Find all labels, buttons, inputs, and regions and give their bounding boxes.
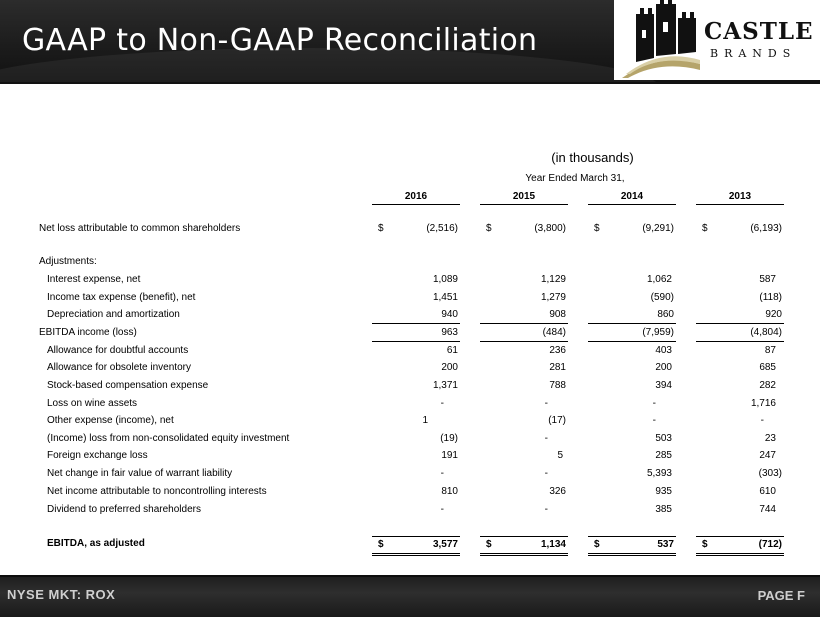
value-cell: $ 1,134 (480, 536, 568, 556)
year-header-2014: 2014 (588, 191, 676, 205)
value-cell: 744 (759, 504, 776, 515)
value-cell: (484) (480, 325, 568, 342)
value-cell: 940 (372, 307, 460, 324)
company-logo (614, 0, 820, 80)
value-cell: 860 (588, 307, 676, 324)
row-label: Allowance for obsolete inventory (47, 362, 191, 373)
table-row (0, 360, 820, 377)
value-cell: 5,393 (646, 468, 672, 479)
table-row (0, 502, 820, 519)
value-cell: 920 (696, 307, 784, 324)
row-label: Loss on wine assets (47, 398, 138, 409)
value-cell: 403 (655, 345, 672, 356)
value-cell: - (760, 415, 764, 426)
dollar-sign: $ (486, 539, 492, 550)
year-header-2013: 2013 (696, 191, 784, 205)
table-row (0, 378, 820, 395)
row-label: Stock-based compensation expense (47, 380, 209, 391)
value-cell: 285 (655, 450, 672, 461)
value-cell: 87 (764, 345, 776, 356)
value-cell: - (544, 468, 548, 479)
value-cell: $ (2,516) (378, 223, 458, 234)
dollar-sign: $ (594, 223, 600, 234)
value-cell: 1,451 (432, 292, 458, 303)
value-cell: - (440, 398, 444, 409)
dollar-sign: $ (594, 539, 600, 550)
value-cell: - (652, 415, 656, 426)
dollar-sign: $ (486, 223, 492, 234)
value-cell: 247 (759, 450, 776, 461)
value-cell: 23 (764, 433, 776, 444)
value-cell: 282 (759, 380, 776, 391)
dollar-sign: $ (378, 539, 384, 550)
value-cell: 394 (655, 380, 672, 391)
table-row-total (0, 536, 820, 554)
row-label: Dividend to preferred shareholders (47, 504, 201, 515)
logo-wordmark: CASTLE (704, 18, 814, 45)
table-row (0, 343, 820, 360)
table-row (0, 396, 820, 413)
table-row (0, 254, 820, 271)
header-divider (0, 82, 820, 84)
table-row (0, 484, 820, 501)
table-row (0, 290, 820, 307)
table-row (0, 307, 820, 324)
slide-footer (0, 575, 820, 617)
value-cell: (17) (548, 415, 566, 426)
row-label: EBITDA income (loss) (39, 327, 137, 338)
row-label: (Income) loss from non-consolidated equity investment (47, 433, 290, 444)
row-label: Net loss attributable to common shareholders (39, 223, 241, 234)
stock-ticker: NYSE MKT: ROX (7, 587, 116, 602)
period-caption: Year Ended March 31, (525, 173, 625, 184)
table-row (0, 466, 820, 483)
value-cell: $ (9,291) (594, 223, 674, 234)
value-cell: (7,959) (588, 325, 676, 342)
slide-header (0, 0, 820, 82)
value-cell: (19) (440, 433, 458, 444)
units-caption: (in thousands) (551, 150, 634, 165)
value-cell: 908 (480, 307, 568, 324)
value-cell: 326 (549, 486, 566, 497)
row-label: EBITDA, as adjusted (47, 538, 145, 549)
value-cell: - (544, 398, 548, 409)
value-cell: 1,279 (540, 292, 566, 303)
row-label: Allowance for doubtful accounts (47, 345, 189, 356)
dollar-sign: $ (702, 223, 708, 234)
value-cell: 685 (759, 362, 776, 373)
row-label: Other expense (income), net (47, 415, 174, 426)
value-cell: 236 (549, 345, 566, 356)
value-cell: 61 (446, 345, 458, 356)
value-cell: 503 (655, 433, 672, 444)
value-cell: 810 (441, 486, 458, 497)
castle-towers-icon (618, 0, 702, 80)
table-row (0, 413, 820, 430)
value-cell: $ (3,800) (486, 223, 566, 234)
row-label: Income tax expense (benefit), net (47, 292, 196, 303)
value-cell: 1,089 (432, 274, 458, 285)
value-cell: - (440, 468, 444, 479)
value-cell: 1,716 (750, 398, 776, 409)
value-cell: 963 (372, 325, 460, 342)
value-cell: 200 (655, 362, 672, 373)
value-cell: 610 (759, 486, 776, 497)
value-cell: 5 (557, 450, 563, 461)
value-cell: 281 (549, 362, 566, 373)
logo-subtitle: BRANDS (710, 47, 797, 60)
dollar-sign: $ (378, 223, 384, 234)
row-label: Interest expense, net (47, 274, 141, 285)
value-cell: - (440, 504, 444, 515)
row-label: Foreign exchange loss (47, 450, 148, 461)
year-header-2016: 2016 (372, 191, 460, 205)
value-cell: (118) (759, 292, 782, 303)
value-cell: (4,804) (696, 325, 784, 342)
value-cell: 1,371 (432, 380, 458, 391)
row-label: Depreciation and amortization (47, 309, 180, 320)
value-cell: 935 (655, 486, 672, 497)
value-cell: $ 3,577 (372, 536, 460, 556)
value-cell: 788 (549, 380, 566, 391)
value-cell: - (544, 504, 548, 515)
page-number: PAGE F (757, 588, 805, 603)
value-cell: 385 (655, 504, 672, 515)
row-label: Net income attributable to noncontrolling interests (47, 486, 267, 497)
value-cell: 191 (441, 450, 458, 461)
year-header-2015: 2015 (480, 191, 568, 205)
dollar-sign: $ (702, 539, 708, 550)
value-cell: 1,129 (540, 274, 566, 285)
table-row (0, 431, 820, 448)
table-row (0, 325, 820, 342)
value-cell: $ (712) (696, 536, 784, 556)
table-row (0, 221, 820, 238)
value-cell: (590) (650, 292, 674, 303)
value-cell: - (544, 433, 548, 444)
value-cell: (303) (758, 468, 782, 479)
value-cell: $ 537 (588, 536, 676, 556)
table-row (0, 272, 820, 289)
value-cell: - (652, 398, 656, 409)
row-label: Net change in fair value of warrant liability (47, 468, 233, 479)
value-cell: 200 (441, 362, 458, 373)
value-cell: $ (6,193) (702, 223, 782, 234)
value-cell: 587 (759, 274, 776, 285)
value-cell: 1 (422, 415, 428, 426)
row-label: Adjustments: (39, 256, 97, 267)
value-cell: 1,062 (646, 274, 672, 285)
table-row (0, 448, 820, 465)
slide-title: GAAP to Non-GAAP Reconciliation (22, 23, 538, 58)
